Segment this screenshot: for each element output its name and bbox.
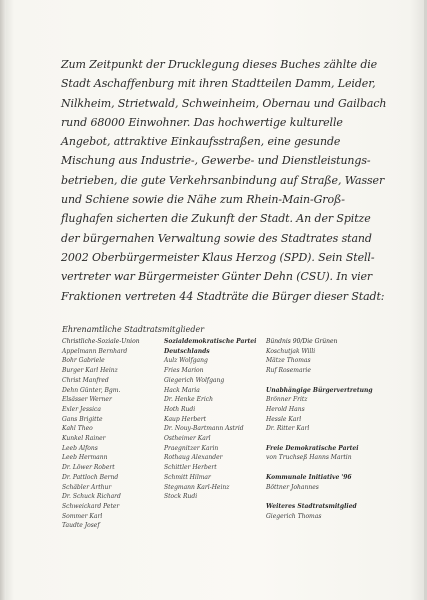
member-name: Koschutjak Willi <box>266 347 316 355</box>
member-name: von Truchseß Hanns Martin <box>266 454 352 462</box>
party-heading: Sozialdemokratische Partei <box>164 338 257 345</box>
party-heading: Kommunale Initiative '96 <box>266 473 352 481</box>
member-name: Hessle Karl <box>266 415 302 423</box>
member-name: Taudte Josef <box>62 522 100 530</box>
intro-line: Nilkheim, Strietwald, Schweinheim, Obernau und Gailbach <box>61 96 387 110</box>
party-heading: Bündnis 90/Die Grünen <box>266 338 338 345</box>
member-name: Herold Hans <box>266 405 305 413</box>
member-name: Ostheimer Karl <box>164 435 211 443</box>
intro-line: und Schiene sowie die Nähe zum Rhein-Main-Groß- <box>61 193 345 207</box>
member-name: Rothaug Alexander <box>164 454 223 462</box>
party-group <box>266 502 373 521</box>
party-heading-continued: Deutschlands <box>164 347 210 355</box>
member-name: Fries Marion <box>164 367 204 375</box>
member-name: Dr. Schuck Richard <box>62 493 121 501</box>
group-spacer <box>266 463 373 473</box>
section-title: Ehrenamtliche Stadtratsmitglieder <box>62 325 205 334</box>
member-name: Praegnitzer Karin <box>164 444 219 452</box>
member-name: Christ Manfred <box>62 376 109 384</box>
intro-line: Zum Zeitpunkt der Drucklegung dieses Buches zählte die <box>61 58 378 71</box>
member-name: Aulz Wolfgang <box>164 357 208 365</box>
member-name: Dr. Nouy-Bartmann Astrid <box>164 425 244 433</box>
party-heading: Weiteres Stadtratsmitglied <box>266 502 357 510</box>
member-name: Kaup Herbert <box>164 415 206 423</box>
member-name: Elsässer Werner <box>62 396 112 404</box>
member-column-csu <box>62 337 140 531</box>
member-name: Exler Jessica <box>62 405 101 413</box>
member-name: Leeb Alfons <box>62 444 98 452</box>
intro-line: betrieben, die gute Verkehrsanbindung auf Straße, Wasser <box>61 173 385 187</box>
member-name: Hack Maria <box>164 386 200 394</box>
intro-line: Angebot, attraktive Einkaufsstraßen, eine gesunde <box>61 135 341 149</box>
member-name: Kunkel Rainer <box>62 435 106 443</box>
member-name: Dr. Henke Erich <box>164 396 213 404</box>
member-name: Dr. Löwer Robert <box>62 464 115 472</box>
member-name: Schäbler Arthur <box>62 483 112 491</box>
party-group <box>266 473 373 492</box>
party-group <box>62 337 140 531</box>
member-name: Schmitt Hilmar <box>164 473 211 481</box>
intro-line: der bürgernahen Verwaltung sowie des Stadtrates stand <box>61 231 372 245</box>
member-name: Bohr Gabriele <box>62 357 105 365</box>
party-group <box>266 444 373 463</box>
intro-line: rund 68000 Einwohner. Das hochwertige kulturelle <box>61 115 343 129</box>
member-name: Mätze Thomas <box>266 357 311 365</box>
member-name: Leeb Hermann <box>62 454 108 462</box>
party-heading: Christliche-Soziale-Union <box>62 338 140 345</box>
member-column-spd <box>164 337 256 502</box>
intro-line: 2002 Oberbürgermeister Klaus Herzog (SPD). Sein Stell- <box>61 250 375 264</box>
party-heading: Freie Demokratische Partei <box>266 444 359 452</box>
member-name: Kahl Theo <box>62 425 93 433</box>
member-name: Giegerich Wolfgang <box>164 376 225 384</box>
member-name: Dr. Pattloch Bernd <box>62 473 119 481</box>
member-column-others <box>266 337 373 521</box>
member-name: Appelmann Bernhard <box>62 347 128 355</box>
member-name: Brönner Fritz <box>266 396 308 404</box>
intro-line: flughafen sicherten die Zukunft der Stadt. An der Spitze <box>61 212 371 226</box>
member-name: Dr. Ritter Karl <box>266 425 310 433</box>
intro-line: Stadt Aschaffenburg mit ihren Stadtteilen Damm, Leider, <box>61 77 376 91</box>
member-name: Sommer Karl <box>62 512 103 520</box>
intro-line: Fraktionen vertreten 44 Stadträte die Bürger dieser Stadt: <box>61 289 385 303</box>
party-group <box>266 386 373 435</box>
group-spacer <box>266 434 373 444</box>
party-heading: Unabhängige Bürgervertretung <box>266 386 373 394</box>
member-name: Giegerich Thomas <box>266 512 322 520</box>
member-name: Dehn Günter, Bgm. <box>62 386 121 394</box>
intro-line: vertreter war Bürgermeister Günter Dehn (CSU). In vier <box>61 270 373 284</box>
member-name: Burger Karl Heinz <box>62 367 118 375</box>
party-group <box>164 337 256 502</box>
member-name: Schweickard Peter <box>62 502 120 510</box>
group-spacer <box>266 492 373 502</box>
page-fold-shadow <box>0 0 6 600</box>
member-name: Gans Brigitte <box>62 415 103 423</box>
member-name: Hoth Rudi <box>164 405 196 413</box>
party-group <box>266 337 373 376</box>
group-spacer <box>266 376 373 386</box>
intro-paragraph <box>61 55 417 306</box>
member-name: Stegmann Karl-Heinz <box>164 483 230 491</box>
member-name: Böttner Johannes <box>266 483 319 491</box>
member-name: Stock Rudi <box>164 493 198 501</box>
member-name: Schittler Herbert <box>164 464 217 472</box>
member-name: Ruf Rosemarie <box>266 367 311 375</box>
intro-line: Mischung aus Industrie-, Gewerbe- und Dienstleistungs- <box>61 154 371 168</box>
